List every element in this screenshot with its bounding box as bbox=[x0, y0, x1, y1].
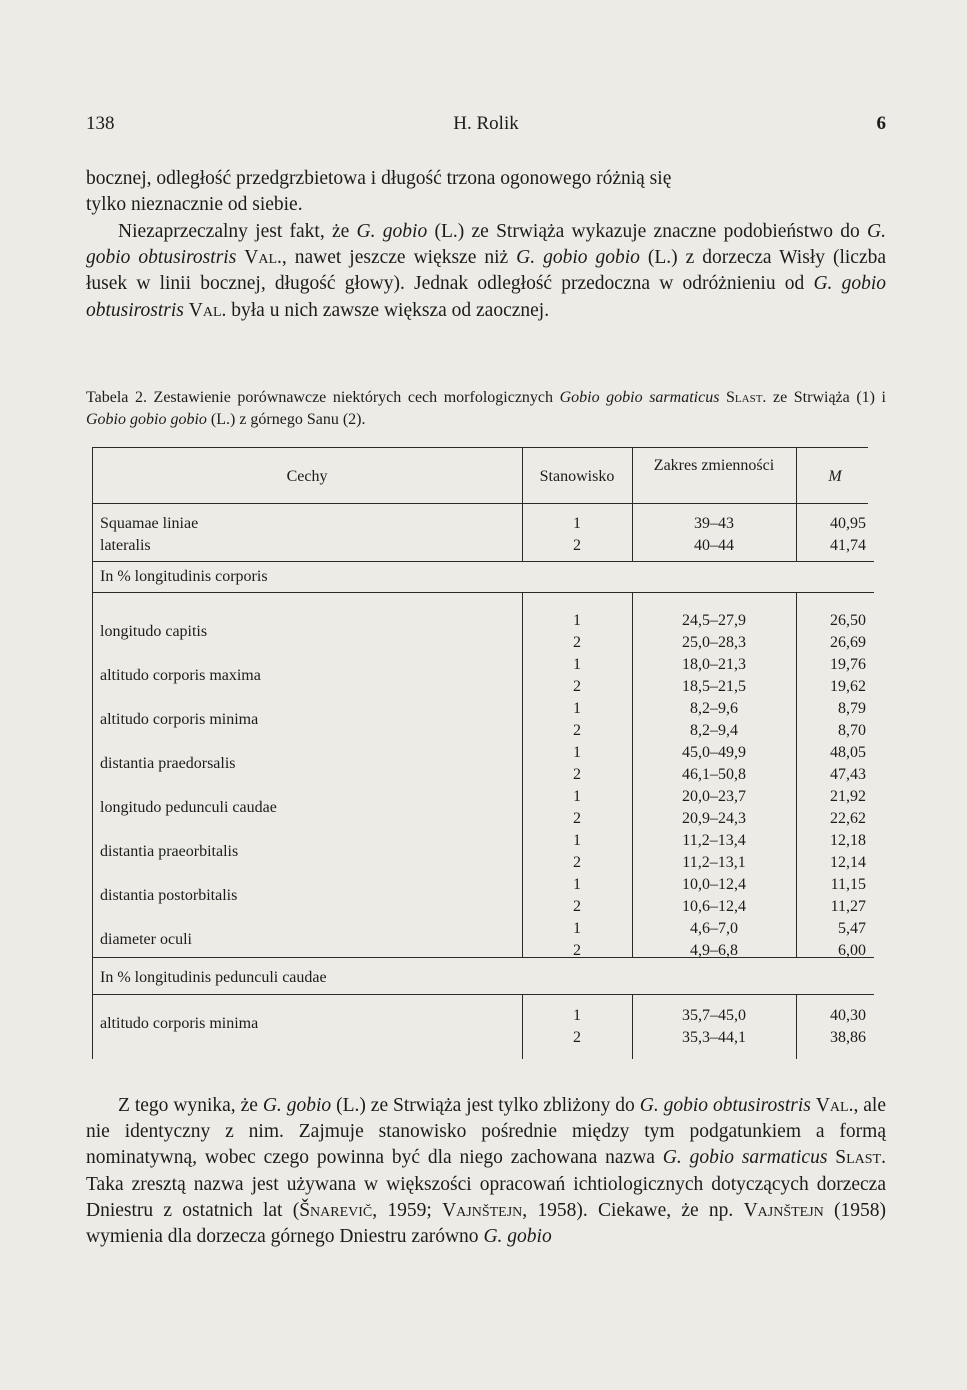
cell-stanowisko: 1 bbox=[573, 612, 581, 629]
species-name: G. gobio bbox=[262, 1095, 332, 1116]
cell-zakres: 18,5–21,5 bbox=[682, 678, 746, 695]
species-name: G. gobio bbox=[356, 221, 428, 242]
text: , nawet jeszcze większe niż bbox=[281, 247, 517, 269]
text: , 1958). Ciekawe, że np. bbox=[522, 1199, 744, 1221]
caption-text: Tabela 2. Zestawienie porównawcze niektórych cech morfologicznych bbox=[86, 389, 560, 406]
text: (1958) wymienia dla dorzecza górnego Dniestru zarówno bbox=[86, 1199, 887, 1248]
caption-text: (L.) z górnego Sanu (2). bbox=[206, 411, 366, 428]
row-label: lateralis bbox=[100, 537, 151, 554]
paragraph-comparison bbox=[86, 219, 886, 324]
species-name: G. gobio obtusirostris bbox=[639, 1095, 811, 1116]
row-label: altitudo corporis minima bbox=[100, 711, 259, 728]
cell-m: 11,15 bbox=[830, 876, 866, 893]
species-name: G. gobio obtusirostris bbox=[86, 273, 887, 321]
cell-zakres: 24,5–27,9 bbox=[682, 612, 746, 629]
text: (L.) ze Strwiąża wykazuje znaczne podobieństwo do bbox=[427, 221, 868, 242]
cell-m: 21,92 bbox=[830, 788, 866, 805]
row-label: longitudo capitis bbox=[100, 623, 208, 640]
cell-m: 47,43 bbox=[830, 766, 866, 783]
species-name: Gobio gobio gobio bbox=[86, 411, 207, 428]
cell-m: 19,76 bbox=[830, 656, 866, 673]
row-label: distantia postorbitalis bbox=[100, 887, 238, 904]
cell-zakres: 18,0–21,3 bbox=[682, 656, 746, 673]
author-abbrev: Slast. bbox=[835, 1147, 886, 1169]
header-stanowisko: Stanowisko bbox=[539, 468, 615, 485]
row-label: altitudo corporis minima bbox=[100, 1015, 259, 1032]
species-name: G. gobio bbox=[483, 1226, 552, 1248]
species-name: Gobio gobio sarmaticus bbox=[559, 389, 720, 406]
text: (L.) z dorzecza Wisły (liczba łusek w linii bocznej, długość głowy). Jednak odległość przedoczna w odróżnieniu od bbox=[86, 247, 887, 295]
table-col-rule bbox=[632, 994, 633, 1059]
section-heading: In % longitudinis corporis bbox=[100, 568, 268, 585]
comparison-table bbox=[86, 447, 874, 1059]
cell-m: 6,00 bbox=[838, 942, 866, 959]
row-label: Squamae liniae bbox=[100, 515, 199, 532]
cell-stanowisko: 1 bbox=[573, 832, 581, 849]
issue-number: 6 bbox=[876, 113, 886, 134]
table-caption bbox=[86, 387, 886, 431]
cell-zakres: 35,3–44,1 bbox=[682, 1029, 746, 1046]
author-abbrev: Val. bbox=[244, 247, 282, 269]
cell-zakres: 39–43 bbox=[694, 515, 734, 532]
row-label: diameter oculi bbox=[100, 931, 192, 948]
cell-zakres: 11,2–13,1 bbox=[682, 854, 746, 871]
cell-stanowisko: 1 bbox=[573, 700, 581, 717]
caption-text: ze Strwiąża (1) i bbox=[766, 389, 887, 406]
cell-zakres: 20,0–23,7 bbox=[682, 788, 746, 805]
row-label: distantia praedorsalis bbox=[100, 755, 236, 772]
text: Niezaprzeczalny jest fakt, że bbox=[118, 221, 357, 242]
running-header bbox=[86, 113, 886, 137]
cell-m: 8,79 bbox=[838, 700, 866, 717]
author-name: Vajnštejn bbox=[743, 1199, 824, 1221]
cell-stanowisko: 2 bbox=[573, 942, 581, 959]
text: (L.) ze Strwiąża jest tylko zbliżony do bbox=[331, 1095, 640, 1116]
cell-stanowisko: 2 bbox=[573, 766, 581, 783]
cell-m: 11,27 bbox=[830, 898, 866, 915]
cell-zakres: 45,0–49,9 bbox=[682, 744, 746, 761]
table-rule bbox=[92, 561, 874, 562]
cell-stanowisko: 1 bbox=[573, 1007, 581, 1024]
table-rule-header bbox=[92, 503, 868, 504]
cell-zakres: 10,6–12,4 bbox=[682, 898, 746, 915]
cell-stanowisko: 2 bbox=[573, 854, 581, 871]
cell-stanowisko: 2 bbox=[573, 810, 581, 827]
author-abbrev: Val. bbox=[188, 299, 227, 321]
author-name: Vajnštejn bbox=[442, 1199, 523, 1221]
cell-zakres: 25,0–28,3 bbox=[682, 634, 746, 651]
cell-stanowisko: 2 bbox=[573, 722, 581, 739]
author-name: Šnarevič bbox=[299, 1199, 373, 1221]
cell-m: 40,95 bbox=[830, 515, 866, 532]
cell-stanowisko: 2 bbox=[573, 1029, 581, 1046]
paragraph-intro-line2: tylko nieznacznie od siebie. bbox=[86, 194, 303, 216]
table-col-rule bbox=[522, 994, 523, 1059]
cell-zakres: 4,9–6,8 bbox=[690, 942, 738, 959]
cell-m: 5,47 bbox=[838, 920, 866, 937]
cell-m: 26,69 bbox=[830, 634, 866, 651]
cell-zakres: 40–44 bbox=[694, 537, 734, 554]
table-rule bbox=[92, 592, 874, 593]
cell-zakres: 4,6–7,0 bbox=[690, 920, 738, 937]
running-author: H. Rolik bbox=[453, 113, 519, 134]
cell-zakres: 11,2–13,4 bbox=[682, 832, 746, 849]
species-name: G. gobio sarmaticus bbox=[662, 1147, 828, 1169]
header-zakres: Zakres zmienności bbox=[653, 457, 775, 474]
table-rule-top bbox=[92, 447, 868, 448]
cell-zakres: 8,2–9,6 bbox=[690, 700, 738, 717]
cell-stanowisko: 1 bbox=[573, 515, 581, 532]
cell-m: 41,74 bbox=[830, 537, 866, 554]
cell-stanowisko: 2 bbox=[573, 537, 581, 554]
page-number: 138 bbox=[86, 113, 115, 134]
header-m: M bbox=[828, 468, 842, 485]
cell-m: 38,86 bbox=[830, 1029, 866, 1046]
table-rule bbox=[92, 994, 874, 995]
cell-m: 48,05 bbox=[830, 744, 866, 761]
cell-m: 22,62 bbox=[830, 810, 866, 827]
row-label: distantia praeorbitalis bbox=[100, 843, 239, 860]
author-abbrev: Val. bbox=[815, 1095, 854, 1116]
cell-zakres: 10,0–12,4 bbox=[682, 876, 746, 893]
cell-m: 40,30 bbox=[830, 1007, 866, 1024]
cell-stanowisko: 2 bbox=[573, 678, 581, 695]
cell-stanowisko: 2 bbox=[573, 634, 581, 651]
row-label: longitudo pedunculi caudae bbox=[100, 799, 277, 816]
text: , ale nie identyczny z nim. Zajmuje stanowisko pośrednie między tym podgatunkiem a formą nominatywną, wobec czego powinna być dla niego zachowana nazwa bbox=[86, 1095, 886, 1169]
cell-m: 12,14 bbox=[830, 854, 866, 871]
text: , 1959; bbox=[372, 1199, 443, 1221]
cell-m: 8,70 bbox=[838, 722, 866, 739]
author-abbrev: Slast. bbox=[726, 389, 767, 406]
table-col-rule bbox=[92, 447, 93, 1059]
section-heading: In % longitudinis pedunculi caudae bbox=[100, 969, 327, 986]
cell-stanowisko: 1 bbox=[573, 788, 581, 805]
cell-zakres: 35,7–45,0 bbox=[682, 1007, 746, 1024]
cell-m: 12,18 bbox=[830, 832, 866, 849]
cell-stanowisko: 2 bbox=[573, 898, 581, 915]
paragraph-intro-line1: bocznej, odległość przedgrzbietowa i długość trzona ogonowego różnią się bbox=[86, 168, 672, 189]
species-name: G. gobio gobio bbox=[516, 247, 640, 269]
cell-m: 19,62 bbox=[830, 678, 866, 695]
cell-zakres: 20,9–24,3 bbox=[682, 810, 746, 827]
cell-zakres: 46,1–50,8 bbox=[682, 766, 746, 783]
text: Taka zresztą nazwa jest używana w większości opracowań ichtiologicznych dotyczących dorzecza Dniestru z ostatnich lat ( bbox=[86, 1173, 886, 1221]
row-label: altitudo corporis maxima bbox=[100, 667, 261, 684]
cell-stanowisko: 1 bbox=[573, 744, 581, 761]
header-cechy: Cechy bbox=[286, 468, 328, 485]
cell-stanowisko: 1 bbox=[573, 656, 581, 673]
paragraph-intro bbox=[86, 166, 886, 218]
cell-stanowisko: 1 bbox=[573, 876, 581, 893]
species-name: G. gobio obtusirostris bbox=[86, 221, 886, 269]
text: była u nich zawsze większa od zaocznej. bbox=[226, 299, 550, 321]
cell-zakres: 8,2–9,4 bbox=[690, 722, 738, 739]
text: Z tego wynika, że bbox=[118, 1095, 263, 1116]
paragraph-conclusion bbox=[86, 1093, 886, 1250]
cell-m: 26,50 bbox=[830, 612, 866, 629]
cell-stanowisko: 1 bbox=[573, 920, 581, 937]
table-col-rule bbox=[796, 994, 797, 1059]
